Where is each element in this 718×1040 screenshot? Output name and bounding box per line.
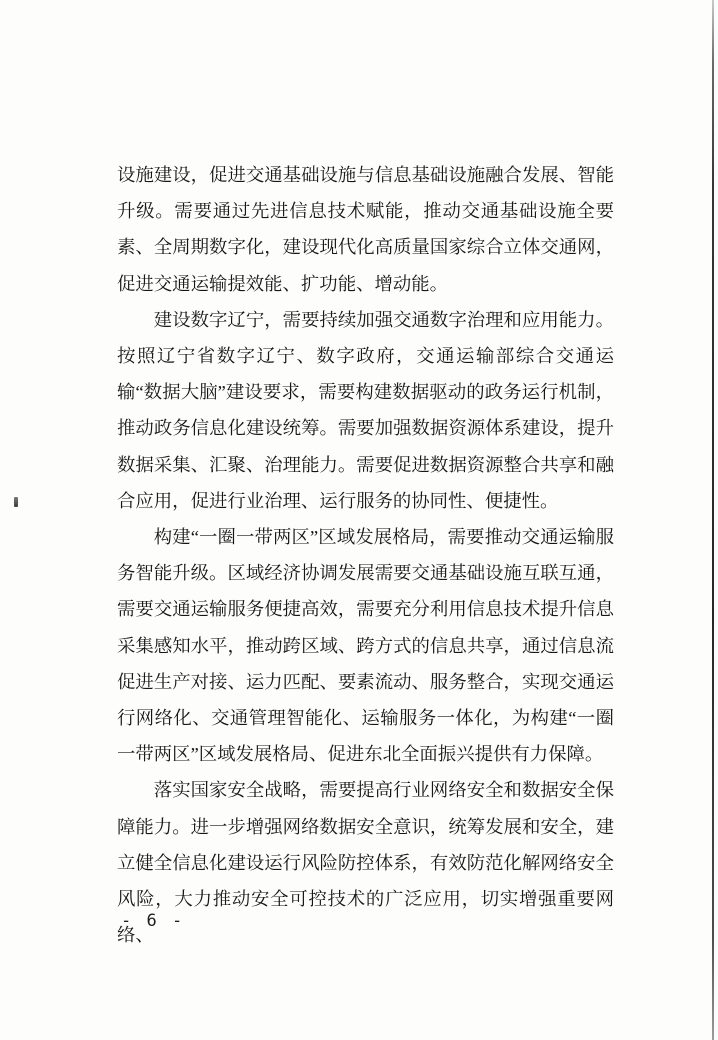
paragraph-security-strategy: 落实国家安全战略，需要提高行业网络安全和数据安全保障能力。进一步增强网络数据安全意识，统筹发展和安全，建立健全信息化建设运行风险防控体系，有效防范化解网络安全风险，大力推动安全可控技术的广泛应用，切实增强重要网络、 — [117, 780, 614, 946]
paragraph-digital-liaoning: 建设数字辽宁，需要持续加强交通数字治理和应用能力。按照辽宁省数字辽宁、数字政府，交通运输部综合交通运输“数据大脑”建设要求，需要构建数据驱动的政务运行机制，推动政务信息化建设统筹。需要加强数据资源体系建设，提升数据采集、汇聚、治理能力。需要促进数据资源整合共享和融合应用，促进行业治理、运行服务的协同性、便捷性。 — [117, 309, 614, 511]
paragraph-regional-development: 构建“一圈一带两区”区域发展格局，需要推动交通运输服务智能升级。区域经济协调发展需要交通基础设施互联互通，需要交通运输服务便捷高效，需要充分利用信息技术提升信息采集感知水平，推动跨区域、跨方式的信息共享，通过信息流促进生产对接、运力匹配、要素流动、服务整合，实现交通运行网络化、交通管理智能化、运输服务一体化，为构建“一圈一带两区”区域发展格局、促进东北全面振兴提供有力保障。 — [117, 527, 614, 765]
paragraph-continuation: 设施建设，促进交通基础设施与信息基础设施融合发展、智能升级。需要通过先进信息技术赋能，推动交通基础设施全要素、全周期数字化，建设现代化高质量国家综合立体交通网，促进交通运输提效能、扩功能、增动能。 — [117, 165, 614, 294]
scan-edge-artifact-right — [712, 0, 714, 1040]
scan-mark-artifact-left — [14, 497, 18, 507]
page-number: - 6 - — [121, 911, 185, 931]
body-text-block — [117, 157, 614, 953]
